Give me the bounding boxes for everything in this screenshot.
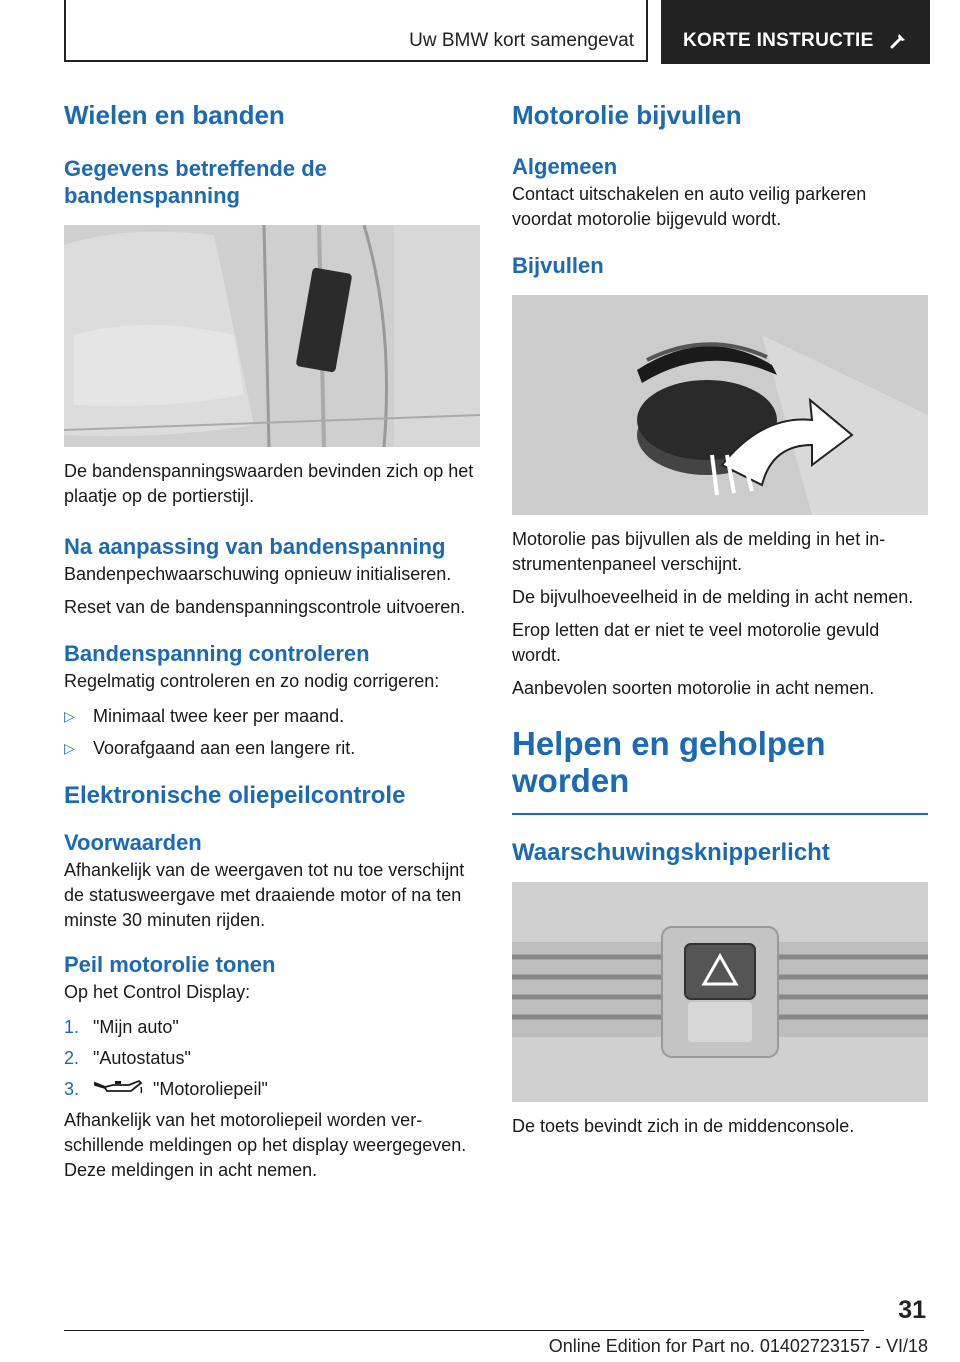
text-on-control-display: Op het Control Display: (64, 982, 251, 1002)
text-conditions: Afhankelijk van de weergaven tot nu toe verschijnt de statusweergave met draaiende motor of na ten minste 30 minuten rijden. (64, 860, 465, 930)
text-reset-control: Reset van de bandenspanningscontrole uitvoeren. (64, 597, 466, 617)
list-item: 1. "Mijn auto" (64, 1017, 179, 1037)
heading-general: Algemeen (512, 154, 618, 179)
door-pillar-image (64, 225, 480, 447)
header-chapter-label: KORTE INSTRUCTIE (683, 30, 874, 51)
heading-top-up: Bijvullen (512, 253, 604, 278)
heading-check-pressure: Bandenspanning controleren (64, 641, 370, 666)
footer-rule (64, 1330, 864, 1331)
header-section-box (64, 0, 648, 62)
caption-tyre-pressure: De bandenspanningswaarden bevinden zich op het plaatje op de portierstijl. (64, 461, 474, 506)
left-column (64, 100, 480, 1183)
text-reinit-warning: Bandenpechwaarschuwing opnieuw initialiseren. (64, 564, 452, 584)
caption-oil-topup: Motorolie pas bijvullen als de melding in het instrumentenpaneel verschijnt. (512, 529, 886, 574)
list-item: ▷ Minimaal twee keer per maand. (64, 706, 345, 726)
wrench-icon (889, 30, 909, 50)
list-item: 2. "Autostatus" (64, 1048, 191, 1068)
caption-hazard-button: De toets bevindt zich in de middenconsole. (512, 1116, 855, 1136)
heading-conditions: Voorwaarden (64, 830, 202, 855)
oil-cap-image (512, 295, 928, 515)
header-section-label: Uw BMW kort samengevat (409, 30, 634, 51)
list-item: 3. "Motoroliepeil" (64, 1079, 268, 1099)
heading-help: Helpen en geholpen worden (512, 725, 826, 799)
page-number: 31 (898, 1296, 926, 1324)
heading-top-up-oil: Motorolie bijvullen (512, 100, 742, 130)
check-list (64, 704, 480, 761)
heading-wheels-tyres: Wielen en banden (64, 100, 285, 130)
right-column (512, 100, 928, 1139)
heading-show-oil-level: Peil motorolie tonen (64, 952, 276, 977)
door-pillar-illustration (64, 225, 480, 447)
text-fill-amount: De bijvulhoeveelheid in de melding in acht nemen. (512, 587, 914, 607)
heading-tyre-pressure-data: Gegevens betreffende de bandenspanning (64, 156, 327, 208)
hazard-button-illustration (512, 882, 928, 1102)
oil-cap-illustration (512, 295, 928, 515)
steps-list (64, 1015, 480, 1102)
hazard-button-image (512, 882, 928, 1102)
text-check-regularly: Regelmatig controleren en zo nodig corrigeren: (64, 671, 440, 691)
oil-can-icon (93, 1079, 145, 1097)
heading-after-adjustment: Na aanpassing van bandenspanning (64, 534, 446, 559)
footer-edition: Online Edition for Part no. 01402723157 - VI/18 (548, 1336, 928, 1356)
header-chapter-box (661, 0, 930, 64)
list-item: ▷ Voorafgaand aan een langere rit. (64, 738, 356, 758)
heading-hazard-light: Waarschuwingsknipperlicht (512, 839, 830, 866)
text-oil-messages: Afhankelijk van het motoroliepeil worden verschillende meldingen op het display weergegeven. Deze meldingen in acht nemen. (64, 1110, 467, 1180)
heading-electronic-oil-check: Elektronische oliepeilcontrole (64, 782, 406, 809)
text-do-not-overfill: Erop letten dat er niet te veel motorolie gevuld wordt. (512, 620, 880, 665)
text-general: Contact uitschakelen en auto veilig parkeren voordat motorolie bijgevuld wordt. (512, 184, 867, 229)
text-recommended-oils: Aanbevolen soorten motorolie in acht nemen. (512, 678, 875, 698)
